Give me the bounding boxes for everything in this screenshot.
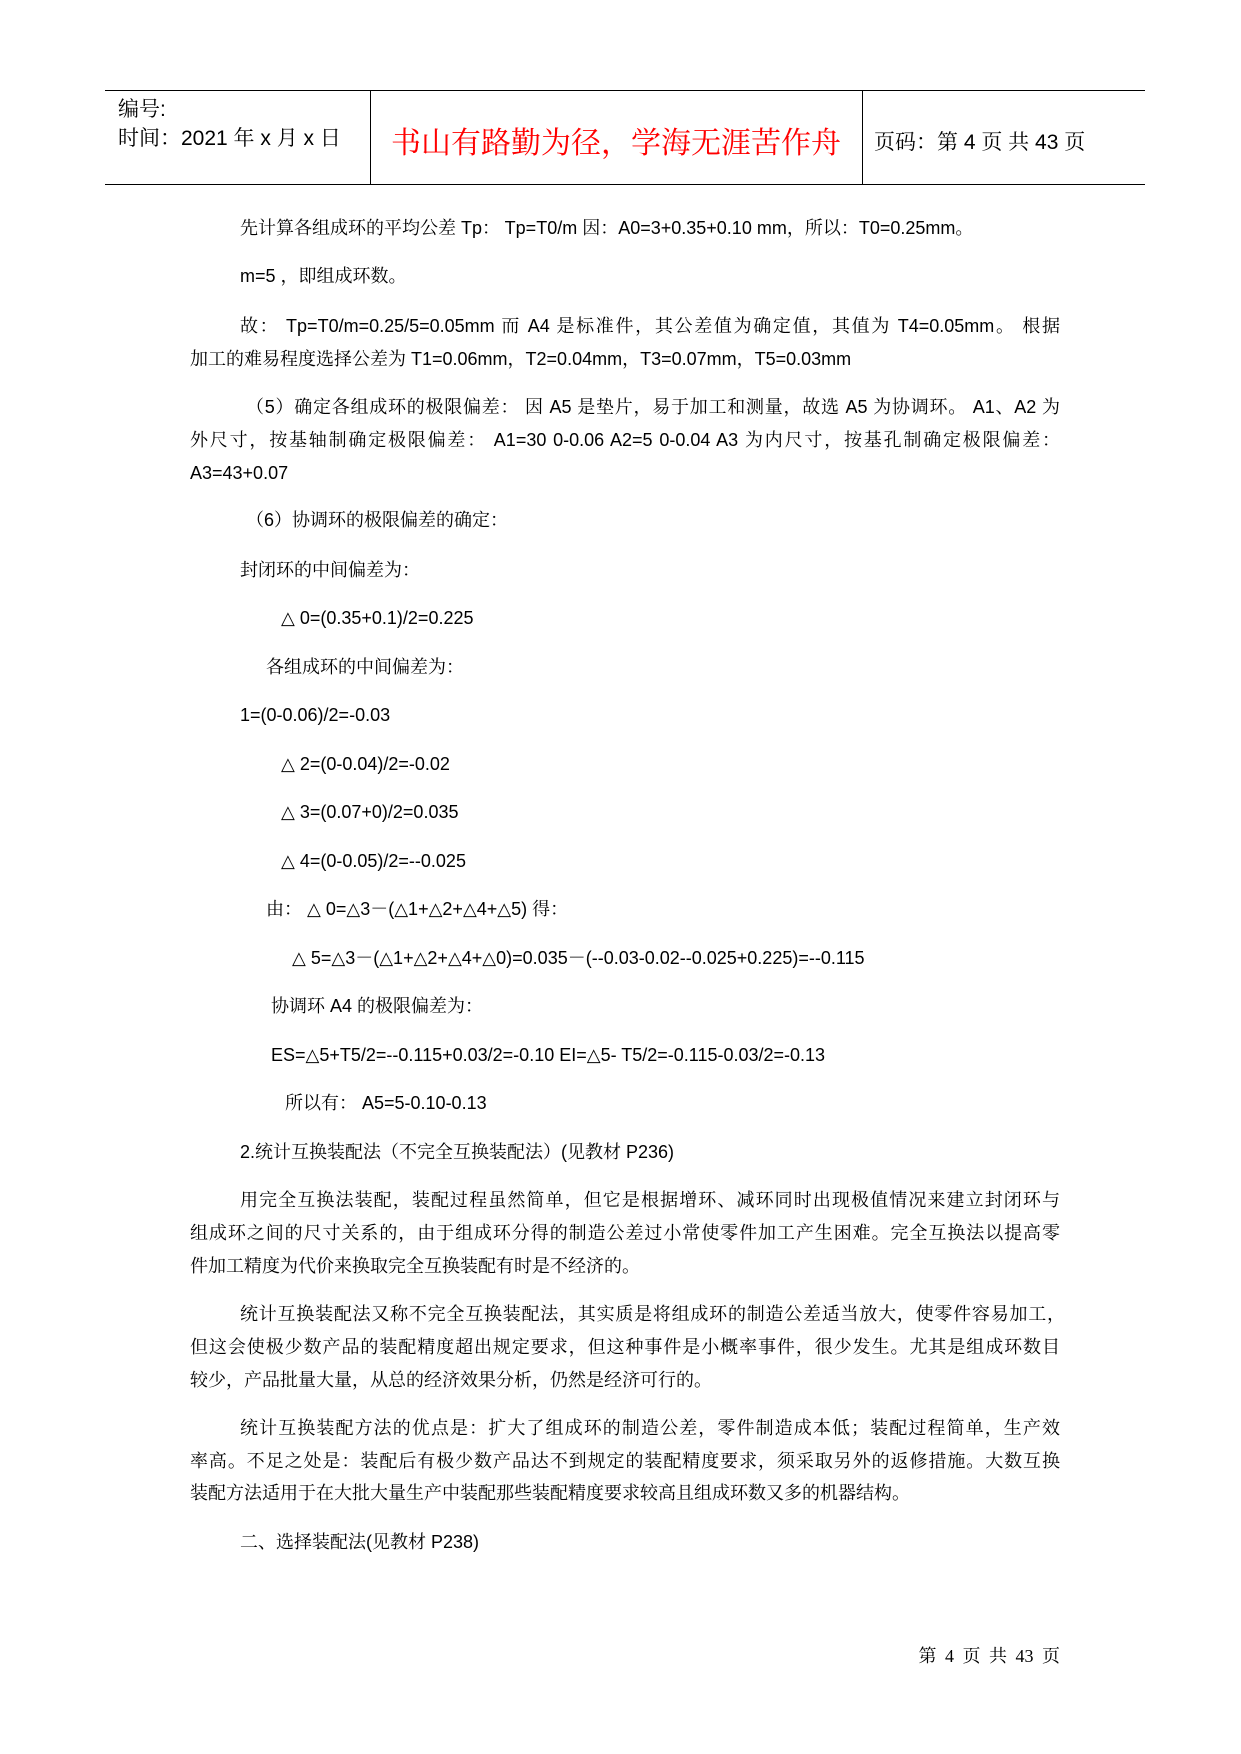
- header-divider: [862, 90, 863, 184]
- text-line: △ 5=△3－(△1+△2+△4+△0)=0.035－(--0.03-0.02--0.025+0.225)=--0.115: [292, 948, 865, 968]
- text-line: 故： Tp=T0/m=0.25/5=0.05mm 而 A4 是标准件，其公差值为确定值，其值为 T4=0.05mm。 根据: [240, 316, 1060, 336]
- header-motto: 书山有路勤为径，学海无涯苦作舟: [391, 126, 841, 161]
- text-line: 外尺寸，按基轴制确定极限偏差： A1=30 0-0.06 A2=5 0-0.04 A3 为内尺寸，按基孔制确定极限偏差：: [190, 430, 1060, 450]
- document-number-label: 编号:: [118, 98, 166, 121]
- text-line: ES=△5+T5/2=--0.115+0.03/2=-0.10 EI=△5- T5/2=-0.115-0.03/2=-0.13: [271, 1045, 826, 1065]
- text-line: 协调环 A4 的极限偏差为：: [271, 996, 484, 1016]
- text-line: （5）确定各组成环的极限偏差： 因 A5 是垫片，易于加工和测量，故选 A5 为协调环。 A1、A2 为: [246, 397, 1060, 417]
- text-line: 率高。不足之处是：装配后有极少数产品达不到规定的装配精度要求，须采取另外的返修措施。大数互换: [190, 1451, 1060, 1471]
- text-line: 封闭环的中间偏差为：: [240, 560, 420, 580]
- text-line: 但这会使极少数产品的装配精度超出规定要求，但这种事件是小概率事件，很少发生。尤其是组成环数目: [190, 1337, 1060, 1357]
- header-bottom-border: [105, 184, 1145, 185]
- text-line: 统计互换装配法又称不完全互换装配法，其实质是将组成环的制造公差适当放大，使零件容易加工，: [240, 1304, 1065, 1324]
- page-footer: 第 4 页 共 43 页: [918, 1646, 1060, 1666]
- text-line: 由： △ 0=△3－(△1+△2+△4+△5) 得：: [266, 899, 569, 919]
- text-line: △ 4=(0-0.05)/2=--0.025: [281, 851, 466, 871]
- text-line: 统计互换装配方法的优点是：扩大了组成环的制造公差，零件制造成本低；装配过程简单，生产效: [240, 1418, 1060, 1438]
- text-line: △ 3=(0.07+0)/2=0.035: [281, 802, 459, 822]
- header-page-info: 页码：第 4 页 共 43 页: [874, 131, 1086, 154]
- text-line: A3=43+0.07: [190, 463, 289, 483]
- document-date: 时间：2021 年 x 月 x 日: [118, 127, 341, 150]
- text-line: 1=(0-0.06)/2=-0.03: [240, 705, 391, 725]
- section-heading: 二、选择装配法(见教材 P238): [240, 1532, 480, 1552]
- text-line: 件加工精度为代价来换取完全互换装配有时是不经济的。: [190, 1256, 640, 1276]
- text-line: 先计算各组成环的平均公差 Tp： Tp=T0/m 因：A0=3+0.35+0.10 mm，所以：T0=0.25mm。: [240, 218, 974, 238]
- text-line: 较少，产品批量大量，从总的经济效果分析，仍然是经济可行的。: [190, 1370, 712, 1390]
- text-line: 加工的难易程度选择公差为 T1=0.06mm，T2=0.04mm，T3=0.07mm，T5=0.03mm: [190, 349, 852, 369]
- header-top-border: [105, 90, 1145, 91]
- section-heading: 2.统计互换装配法（不完全互换装配法）(见教材 P236): [240, 1142, 675, 1162]
- text-line: 组成环之间的尺寸关系的，由于组成环分得的制造公差过小常使零件加工产生困难。完全互换法以提高零: [190, 1223, 1060, 1243]
- text-line: △ 2=(0-0.04)/2=-0.02: [281, 754, 450, 774]
- text-line: 装配方法适用于在大批大量生产中装配那些装配精度要求较高且组成环数又多的机器结构。: [190, 1483, 910, 1503]
- text-line: m=5 ，即组成环数。: [240, 266, 407, 286]
- text-line: 用完全互换法装配，装配过程虽然简单，但它是根据增环、减环同时出现极值情况来建立封闭环与: [240, 1190, 1060, 1210]
- text-line: 所以有： A5=5-0.10-0.13: [285, 1093, 487, 1113]
- text-line: （6）协调环的极限偏差的确定：: [246, 510, 509, 530]
- text-line: △ 0=(0.35+0.1)/2=0.225: [281, 608, 474, 628]
- text-line: 各组成环的中间偏差为：: [266, 657, 464, 677]
